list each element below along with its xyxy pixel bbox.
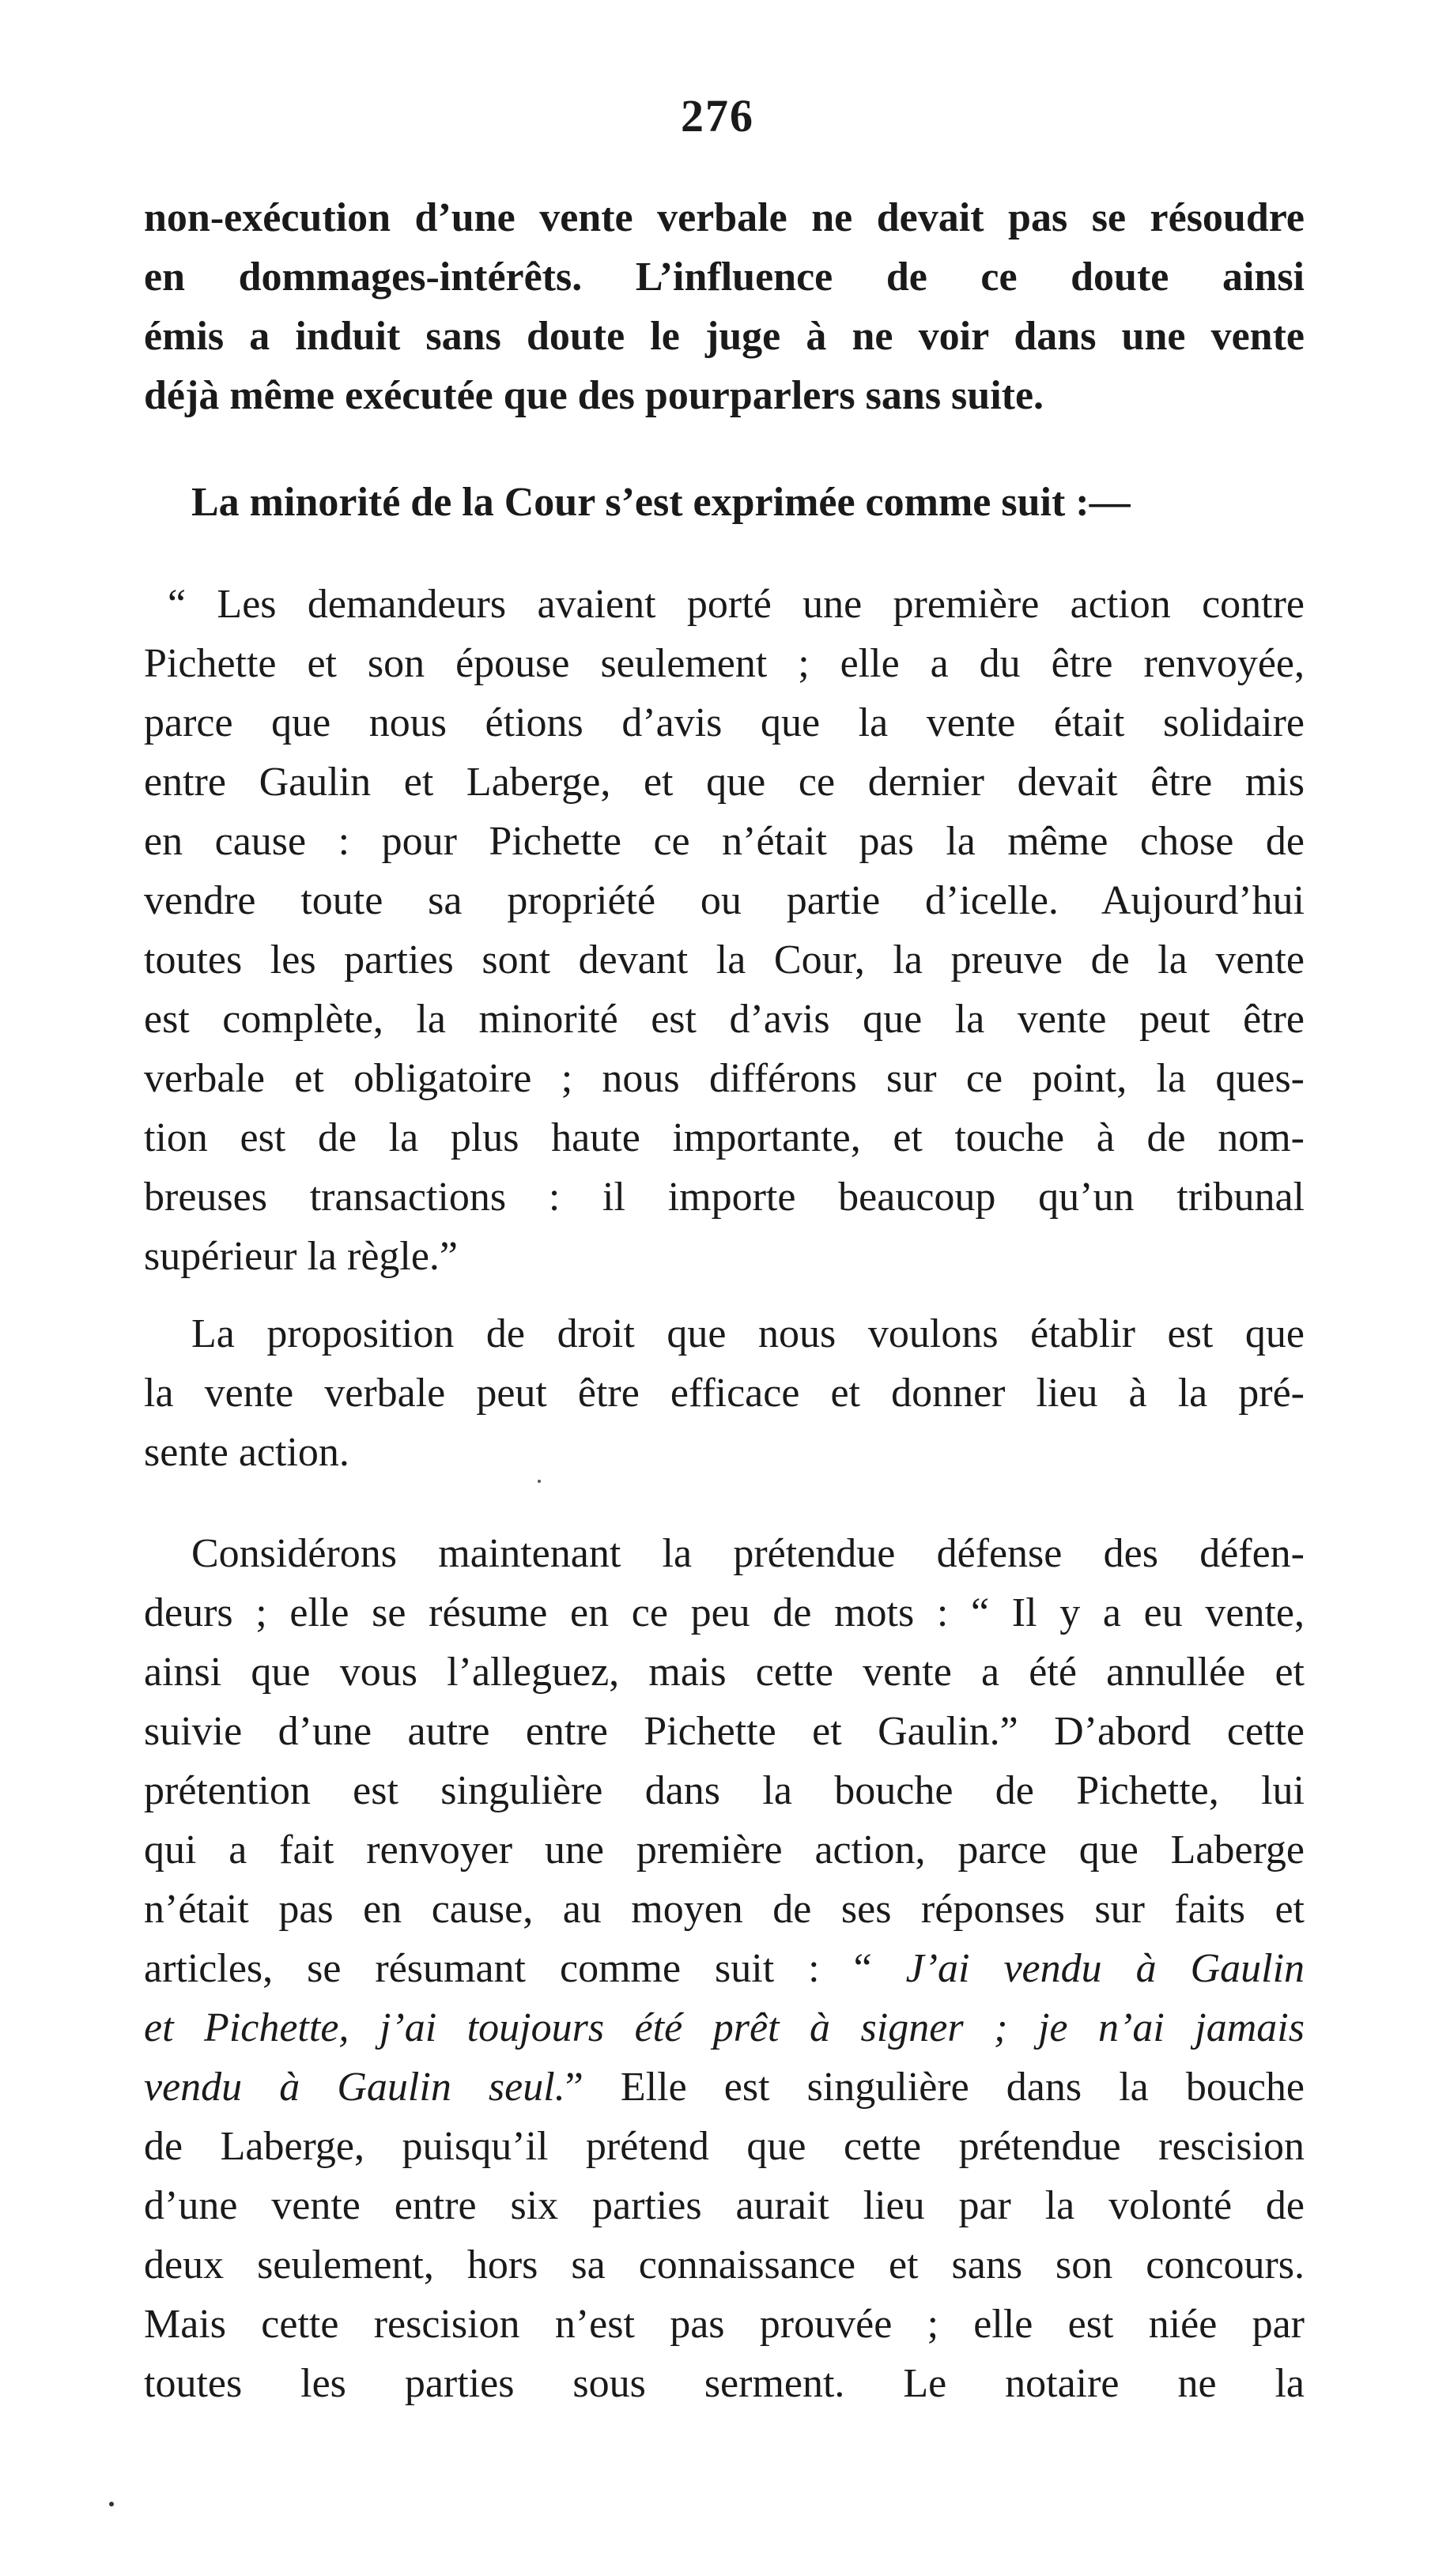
text-line: toutes les parties sous serment. Le notaire ne la	[144, 2361, 1305, 2406]
text-line: sente action.	[144, 1430, 349, 1475]
paragraph-2	[144, 473, 1305, 532]
text-line: n’était pas en cause, au moyen de ses réponses sur faits et	[144, 1887, 1305, 1932]
text-line: Pichette et son épouse seulement ; elle a du être renvoyée,	[144, 641, 1305, 686]
text-segment: articles, se résumant comme suit :	[144, 1946, 820, 1991]
text-line: émis a induit sans doute le juge à ne voir dans une vente	[144, 314, 1305, 359]
text-line: parce que nous étions d’avis que la vente était solidaire	[144, 700, 1305, 745]
text-line: qui a fait renvoyer une première action, parce que Laberge	[144, 1827, 1305, 1873]
italic-quote-segment: J’ai vendu à Gaulin	[905, 1946, 1305, 1991]
text-line: La proposition de droit que nous voulons établir est que	[191, 1311, 1305, 1356]
text-line: toutes les parties sont devant la Cour, la preuve de la vente	[144, 937, 1305, 983]
text-line: ainsi que vous l’alleguez, mais cette vente a été annullée et	[144, 1650, 1305, 1695]
paragraph-4	[144, 1304, 1305, 1482]
text-line: breuses transactions : il importe beaucoup qu’un tribunal	[144, 1175, 1305, 1220]
text-line: la vente verbale peut être efficace et donner lieu à la pré-	[144, 1371, 1305, 1416]
text-line: “ Les demandeurs avaient porté une première action contre	[168, 582, 1305, 627]
paragraph-3-quotation	[144, 575, 1305, 1286]
text-line: est complète, la minorité est d’avis que la vente peut être	[144, 997, 1305, 1042]
text-line: d’une vente entre six parties aurait lieu par la volonté de	[144, 2183, 1305, 2228]
print-speck	[109, 2502, 114, 2506]
text-line: de Laberge, puisqu’il prétend que cette prétendue rescision	[144, 2124, 1305, 2169]
text-line: tion est de la plus haute importante, et touche à de nom-	[144, 1115, 1305, 1160]
text-line: Considérons maintenant la prétendue défense des défen-	[191, 1531, 1305, 1576]
text-line: verbale et obligatoire ; nous différons sur ce point, la ques-	[144, 1056, 1305, 1101]
text-line: prétention est singulière dans la bouche de Pichette, lui	[144, 1768, 1305, 1813]
text-line: deurs ; elle se résume en ce peu de mots : “ Il y a eu vente,	[144, 1590, 1305, 1635]
paragraph-5	[144, 1524, 1305, 2413]
text-line: deux seulement, hors sa connaissance et sans son concours.	[144, 2242, 1305, 2287]
italic-quote-line: et Pichette, j’ai toujours été prêt à signer ; je n’ai jamais	[144, 2005, 1305, 2050]
text-line: déjà même exécutée que des pourparlers sans suite.	[144, 373, 1044, 418]
text-line: non-exécution d’une vente verbale ne devait pas se résoudre	[144, 195, 1305, 240]
italic-quote-segment: vendu à Gaulin seul.	[144, 2065, 565, 2110]
text-line-mixed	[144, 2057, 1305, 2117]
text-line: vendre toute sa propriété ou partie d’icelle. Aujourd’hui	[144, 878, 1305, 923]
page-number: 276	[681, 90, 754, 141]
paragraph-1	[144, 188, 1305, 425]
text-line: Mais cette rescision n’est pas prouvée ; elle est niée par	[144, 2302, 1305, 2347]
text-line-mixed	[144, 1939, 1305, 1998]
text-line: suivie d’une autre entre Pichette et Gaulin.” D’abord cette	[144, 1709, 1305, 1754]
open-quote: “	[853, 1946, 872, 1991]
text-line: entre Gaulin et Laberge, et que ce dernier devait être mis	[144, 760, 1305, 805]
text-line: en dommages-intérêts. L’influence de ce doute ainsi	[144, 255, 1305, 300]
text-line: supérieur la règle.”	[144, 1234, 459, 1279]
text-segment: Elle est singulière dans la bouche	[620, 2065, 1305, 2110]
text-line: La minorité de la Cour s’est exprimée comme suit :—	[191, 480, 1131, 525]
text-line: en cause : pour Pichette ce n’était pas la même chose de	[144, 819, 1305, 864]
print-speck	[538, 1480, 541, 1483]
close-quote: ”	[565, 2065, 583, 2110]
